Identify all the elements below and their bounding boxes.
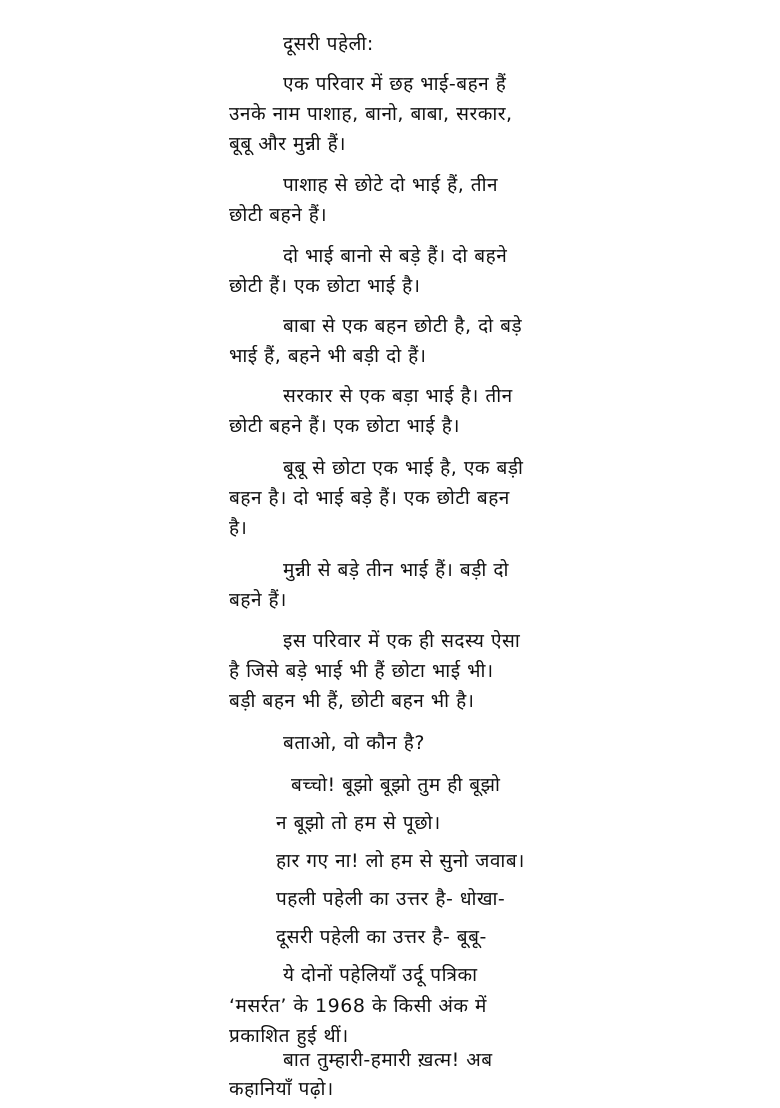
verse-line: दूसरी पहेली का उत्तर है- बूबू- xyxy=(276,926,487,948)
text-line: बात तुम्हारी-हमारी ख़त्म! अब xyxy=(283,1049,493,1071)
text-line: छोटी बहने हैं। एक छोटा भाई है। xyxy=(229,415,460,437)
text-line: मुन्नी से बड़े तीन भाई हैं। बड़ी दो xyxy=(283,559,509,581)
text-line: भाई हैं, बहने भी बड़ी दो हैं। xyxy=(229,345,427,367)
text-line: ‘मसर्रत’ के 1968 के किसी अंक में xyxy=(229,995,487,1017)
text-line: है। xyxy=(229,517,248,539)
verse-line: न बूझो तो हम से पूछो। xyxy=(276,812,441,834)
verse-line: पहली पहेली का उत्तर है- धोखा- xyxy=(276,888,506,910)
verse-line: हार गए ना! लो हम से सुनो जवाब। xyxy=(276,850,525,872)
text-line: ये दोनों पहेलियाँ उर्दू पत्रिका xyxy=(283,964,478,986)
text-line: सरकार से एक बड़ा भाई है। तीन xyxy=(283,385,513,407)
text-line: बूबू और मुन्नी हैं। xyxy=(229,133,346,155)
verse-line: बच्चो! बूझो बूझो तुम ही बूझो xyxy=(291,774,501,796)
text-line: दो भाई बानो से बड़े हैं। दो बहने xyxy=(283,245,508,267)
text-line: है जिसे बड़े भाई भी हैं छोटा भाई भी। xyxy=(229,660,494,682)
text-line: बताओ, वो कौन है? xyxy=(283,732,425,754)
text-line: बूबू से छोटा एक भाई है, एक बड़ी xyxy=(283,457,524,479)
text-line: इस परिवार में एक ही सदस्य ऐसा xyxy=(283,630,521,652)
text-line: कहानियाँ पढ़ो। xyxy=(229,1078,334,1100)
text-line: प्रकाशित हुई थीं। xyxy=(229,1025,349,1047)
text-line: बहन है। दो भाई बड़े हैं। एक छोटी बहन xyxy=(229,487,510,509)
text-line: छोटी बहने हैं। xyxy=(229,204,328,226)
text-line: उनके नाम पाशाह, बानो, बाबा, सरकार, xyxy=(229,103,513,125)
text-line: बड़ी बहन भी हैं, छोटी बहन भी है। xyxy=(229,690,475,712)
text-line: एक परिवार में छह भाई-बहन हैं xyxy=(283,73,507,95)
page-title: दूसरी पहेली: xyxy=(283,33,374,55)
text-line: पाशाह से छोटे दो भाई हैं, तीन xyxy=(283,174,499,196)
text-line: बहने हैं। xyxy=(229,589,287,611)
text-line: बाबा से एक बहन छोटी है, दो बड़े xyxy=(283,315,523,337)
text-line: छोटी हैं। एक छोटा भाई है। xyxy=(229,275,421,297)
